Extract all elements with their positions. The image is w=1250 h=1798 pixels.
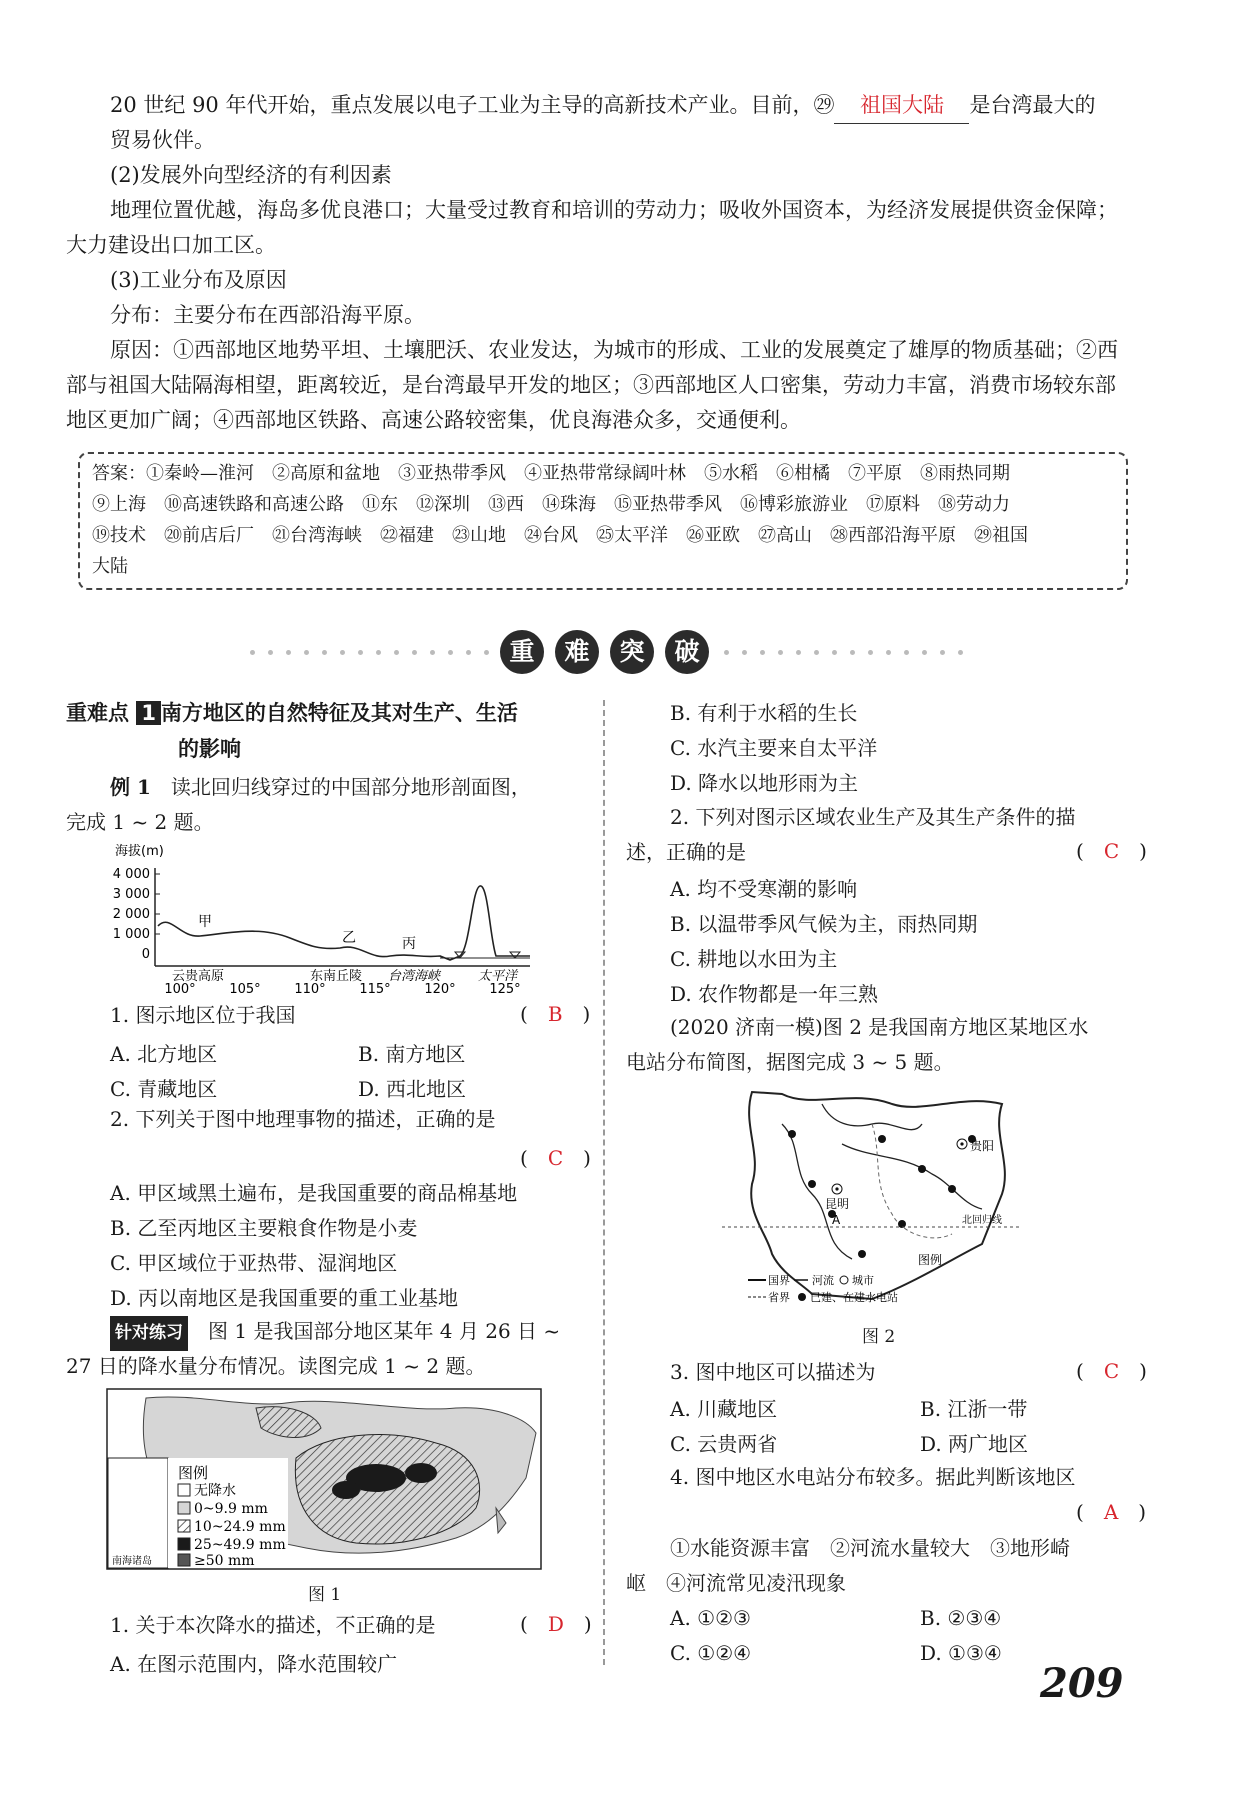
profile-xtick: 120° xyxy=(424,982,456,993)
profile-label-bing: 丙 xyxy=(402,936,416,952)
map2-city-kunming: 昆明 xyxy=(825,1197,850,1211)
profile-region: 台湾海峡 xyxy=(388,969,441,984)
key-point-number: 1 xyxy=(136,701,161,725)
q2-option-a: A. 甲区域黑土遍布，是我国重要的商品棉基地 xyxy=(110,1181,518,1205)
column-divider xyxy=(603,700,605,1665)
practice-q1-answer: ( D ) xyxy=(520,1612,592,1636)
map2-legend-border: 国界 xyxy=(768,1274,790,1287)
map1-legend-title: 图例 xyxy=(178,1464,209,1482)
q4-option-d: D. ①③④ xyxy=(920,1641,1002,1665)
map2-tropic-label: 北回归线 xyxy=(962,1215,1002,1226)
profile-label-yi: 乙 xyxy=(342,930,356,946)
question-3-stem: 3. 图中地区可以描述为 xyxy=(670,1360,876,1384)
practice-q2-stem-cont: 述，正确的是 xyxy=(626,840,746,864)
question-2-stem: 2. 下列关于图中地理事物的描述，正确的是 xyxy=(110,1107,496,1131)
practice-intro: 针对练习 图 1 是我国部分地区某年 4 月 26 日 ~ xyxy=(110,1314,560,1351)
map2-city-guiyang: 贵阳 xyxy=(970,1139,995,1153)
q2-option-c: C. 甲区域位于亚热带、湿润地区 xyxy=(110,1251,398,1275)
map2-legend-province: 省界 xyxy=(768,1291,790,1304)
profile-ylabel: 海拔(m) xyxy=(115,844,164,859)
profile-ytick: 4 000 xyxy=(112,867,150,882)
banner-char-1: 重 xyxy=(500,630,544,674)
profile-region: 东南丘陵 xyxy=(310,969,363,984)
pq2-option-a: A. 均不受寒潮的影响 xyxy=(670,877,858,901)
paragraph-distribution: 分布：主要分布在西部沿海平原。 xyxy=(110,303,425,327)
paragraph-reason-1: 原因：①西部地区地势平坦、土壤肥沃、农业发达，为城市的形成、工业的发展奠定了雄厚的物质基础；②西 xyxy=(110,338,1118,362)
pq2-option-b: B. 以温带季风气候为主，雨热同期 xyxy=(670,912,978,936)
answer-key-box xyxy=(78,452,1128,590)
banner-char-2: 难 xyxy=(555,630,599,674)
profile-ytick: 2 000 xyxy=(112,907,150,922)
key-point-heading: 重难点 1 南方地区的自然特征及其对生产、生活 xyxy=(66,701,518,725)
practice-q2-answer: ( C ) xyxy=(1076,839,1147,863)
terrain-profile-figure xyxy=(110,838,540,993)
q3-option-d: D. 两广地区 xyxy=(920,1432,1029,1456)
pq2-option-c: C. 耕地以水田为主 xyxy=(670,947,838,971)
q3-option-c: C. 云贵两省 xyxy=(670,1432,778,1456)
question-2-answer: ( C ) xyxy=(520,1146,591,1170)
pq1-option-b: B. 有利于水稻的生长 xyxy=(670,701,858,725)
answer-blank: 祖国大陆 xyxy=(834,88,969,124)
practice-q2-stem: 2. 下列对图示区域农业生产及其生产条件的描 xyxy=(670,805,1076,829)
pq1-option-a: A. 在图示范围内，降水范围较广 xyxy=(110,1652,398,1676)
map2-intro-cont: 电站分布简图，据图完成 3 ~ 5 题。 xyxy=(626,1050,954,1074)
figure-1-caption: 图 1 xyxy=(308,1585,342,1605)
answer-line-1: 答案：①秦岭—淮河 ②高原和盆地 ③亚热带季风 ④亚热带常绿阔叶林 ⑤水稻 ⑥柑橘 ⑦平原 ⑧雨热同期 xyxy=(92,463,1010,484)
map1-inset-label: 南海诸岛 xyxy=(112,1556,152,1567)
map1-legend-item: 无降水 xyxy=(194,1483,236,1499)
paragraph-factors: 地理位置优越，海岛多优良港口；大量受过教育和培训的劳动力；吸收外国资本，为经济发展提供资金保障； xyxy=(110,198,1118,222)
profile-region: 太平洋 xyxy=(478,969,518,984)
q2-option-d: D. 丙以南地区是我国重要的重工业基地 xyxy=(110,1286,459,1310)
profile-ytick: 0 xyxy=(141,947,150,962)
example-intro: 例 1 读北回归线穿过的中国部分地形剖面图， xyxy=(110,775,531,799)
profile-region: 云贵高原 xyxy=(172,969,225,984)
key-point-heading-cont: 的影响 xyxy=(178,737,241,761)
map2-point-a: A xyxy=(832,1213,841,1227)
map1-legend-item: 25~49.9 mm xyxy=(194,1537,286,1553)
question-4-options-cont: 岖 ④河流常见凌汛现象 xyxy=(626,1571,846,1595)
pq1-option-d: D. 降水以地形雨为主 xyxy=(670,771,859,795)
q4-option-c: C. ①②④ xyxy=(670,1641,752,1665)
map2-legend-city: 城市 xyxy=(852,1274,874,1287)
subheading-3: (3)工业分布及原因 xyxy=(110,268,287,292)
profile-ytick: 3 000 xyxy=(112,887,150,902)
page-number: 209 xyxy=(1040,1660,1124,1707)
map1-legend-item: 10~24.9 mm xyxy=(194,1519,286,1535)
profile-xtick: 125° xyxy=(489,982,521,993)
question-4-options: ①水能资源丰富 ②河流水量较大 ③地形崎 xyxy=(670,1536,1070,1560)
q3-option-a: A. 川藏地区 xyxy=(670,1397,778,1421)
q1-option-d: D. 西北地区 xyxy=(358,1077,467,1101)
paragraph-trade: 20 世纪 90 年代开始，重点发展以电子工业为主导的高新技术产业。目前，㉙ 祖国大陆 是台湾最大的 xyxy=(110,88,1150,124)
profile-xtick: 115° xyxy=(359,982,391,993)
q1-option-c: C. 青藏地区 xyxy=(110,1077,218,1101)
paragraph-factors-end: 大力建设出口加工区。 xyxy=(66,233,276,257)
example-intro-cont: 完成 1 ~ 2 题。 xyxy=(66,810,214,834)
map1-legend-item: ≥50 mm xyxy=(194,1553,255,1569)
figure-2-caption: 图 2 xyxy=(862,1327,896,1347)
question-4-stem: 4. 图中地区水电站分布较多。据此判断该地区 xyxy=(670,1465,1076,1489)
q2-option-b: B. 乙至丙地区主要粮食作物是小麦 xyxy=(110,1216,418,1240)
paragraph-reason-3: 地区更加广阔；④西部地区铁路、高速公路较密集，优良海港众多，交通便利。 xyxy=(66,408,801,432)
practice-q1-stem: 1. 关于本次降水的描述，不正确的是 xyxy=(110,1613,436,1637)
profile-xtick: 110° xyxy=(294,982,326,993)
practice-label: 针对练习 xyxy=(110,1316,188,1351)
pq1-option-c: C. 水汽主要来自太平洋 xyxy=(670,736,878,760)
question-3-answer: ( C ) xyxy=(1076,1359,1147,1383)
profile-label-jia: 甲 xyxy=(198,914,212,930)
map1-legend-item: 0~9.9 mm xyxy=(194,1501,268,1517)
question-4-answer: ( A ) xyxy=(1076,1500,1147,1524)
hydropower-map-figure xyxy=(722,1084,1022,1314)
map2-legend-station: 已建、在建水电站 xyxy=(810,1291,898,1304)
pq2-option-d: D. 农作物都是一年三熟 xyxy=(670,982,879,1006)
answer-line-3: ⑲技术 ⑳前店后厂 ㉑台湾海峡 ㉒福建 ㉓山地 ㉔台风 ㉕太平洋 ㉖亚欧 ㉗高山 ㉘西部沿海平原 ㉙祖国 xyxy=(92,525,1028,546)
profile-xtick: 100° xyxy=(164,982,196,993)
map2-legend-title: 图例 xyxy=(918,1253,943,1267)
q4-option-b: B. ②③④ xyxy=(920,1606,1002,1630)
q1-option-b: B. 南方地区 xyxy=(358,1042,466,1066)
profile-ytick: 1 000 xyxy=(112,927,150,942)
q4-option-a: A. ①②③ xyxy=(670,1606,751,1630)
subheading-2: (2)发展外向型经济的有利因素 xyxy=(110,163,392,187)
banner-char-3: 突 xyxy=(610,630,654,674)
map2-intro: (2020 济南一模)图 2 是我国南方地区某地区水 xyxy=(670,1015,1089,1039)
question-1-stem: 1. 图示地区位于我国 xyxy=(110,1003,296,1027)
profile-xtick: 105° xyxy=(229,982,261,993)
answer-line-2: ⑨上海 ⑩高速铁路和高速公路 ⑪东 ⑫深圳 ⑬西 ⑭珠海 ⑮亚热带季风 ⑯博彩旅游业 ⑰原料 ⑱劳动力 xyxy=(92,494,1010,515)
answer-line-4: 大陆 xyxy=(92,556,128,577)
practice-intro-cont: 27 日的降水量分布情况。读图完成 1 ~ 2 题。 xyxy=(66,1354,486,1378)
banner-char-4: 破 xyxy=(665,630,709,674)
q1-option-a: A. 北方地区 xyxy=(110,1042,218,1066)
paragraph-trade-end: 贸易伙伴。 xyxy=(110,128,215,152)
q3-option-b: B. 江浙一带 xyxy=(920,1397,1028,1421)
map2-legend-river: 河流 xyxy=(812,1274,834,1287)
paragraph-reason-2: 部与祖国大陆隔海相望，距离较近，是台湾最早开发的地区；③西部地区人口密集，劳动力丰富，消费市场较东部 xyxy=(66,373,1116,397)
question-1-answer: ( B ) xyxy=(520,1002,591,1026)
precipitation-map-figure xyxy=(106,1388,542,1570)
